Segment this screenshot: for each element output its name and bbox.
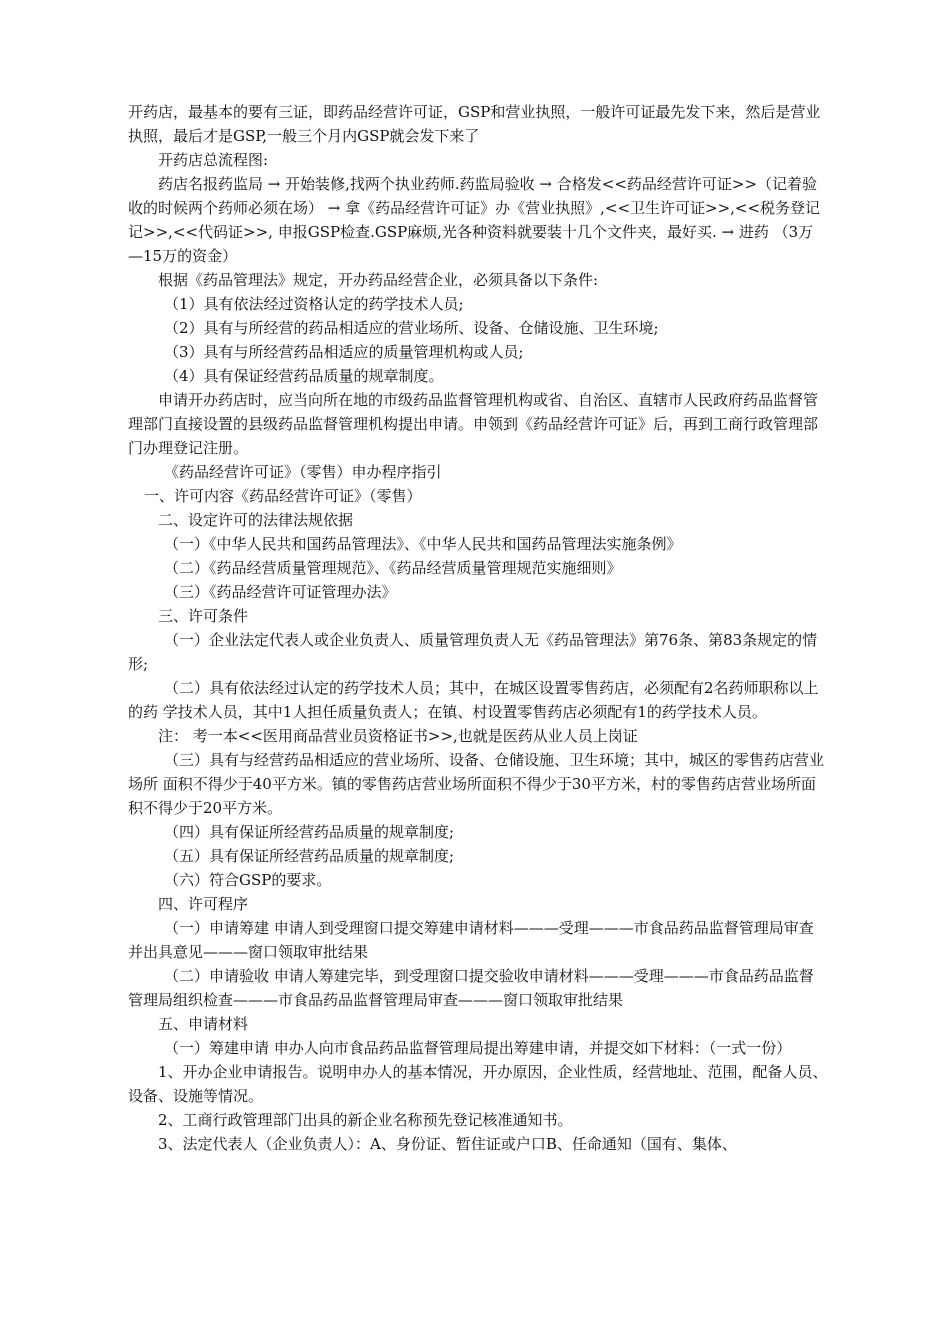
paragraph-three-certificates: 开药店，最基本的要有三证，即药品经营许可证，GSP和营业执照，一般许可证最先发下来，然后是营业执照，最后才是GSP,一般三个月内GSP就会发下来了	[128, 103, 821, 145]
paragraph-flowchart-heading: 开药店总流程图:	[158, 151, 269, 169]
condition-item-2: （2）具有与所经营的药品相适应的营业场所、设备、仓储设施、卫生环境;	[164, 319, 659, 337]
permit-condition-2: （二）具有依法经过认定的药学技术人员；其中，在城区设置零售药店，必须配有2名药师职称以上的药 学技术人员，其中1人担任质量负责人；在镇、村设置零售药店必须配有1的药学技术人员。	[128, 679, 819, 721]
legal-basis-item-2: （二）《药品经营质量管理规范》、《药品经营质量管理规范实施细则》	[164, 559, 622, 577]
paragraph-application-authority: 申请开办药店时，应当向所在地的市级药品监督管理机构或省、自治区、直辖市人民政府药品监督管理部门直接设置的县级药品监督管理机构提出申请。申领到《药品经营许可证》后，再到工商行政管理部门办理登记注册。	[128, 391, 819, 457]
section-heading-1: 一、许可内容《药品经营许可证》（零售）	[144, 487, 422, 505]
legal-basis-item-3: （三）《药品经营许可证管理办法》	[164, 583, 397, 601]
condition-item-3: （3）具有与所经营药品相适应的质量管理机构或人员;	[164, 343, 524, 361]
materials-item-1: 1、开办企业申请报告。说明申办人的基本情况，开办原因，企业性质，经营地址、范围，配备人员、设备、设施等情况。	[128, 1063, 828, 1105]
permit-condition-1: （一）企业法定代表人或企业负责人、质量管理负责人无《药品管理法》第76条、第83条规定的情形;	[128, 631, 818, 673]
legal-basis-item-1: （一）《中华人民共和国药品管理法》、《中华人民共和国药品管理法实施条例》	[164, 535, 682, 553]
section-heading-3: 三、许可条件	[158, 607, 249, 625]
materials-item-3: 3、法定代表人（企业负责人）：A、身份证、暂住证或户口B、任命通知（国有、集体、	[158, 1135, 737, 1153]
paragraph-flowchart-steps: 药店名报药监局 → 开始装修,找两个执业药师.药监局验收 → 合格发<<药品经营许可证>>（记着验收的时候两个药师必须在场） → 拿《药品经营许可证》办《营业执照》,<<卫生许可证>>,<<税务登记记>>,<<代码证>>, 申报GSP检查.GSP麻烦,光各种资料就要装十几个文件夹，最好买. → 进药 （3万—15万的资金）	[128, 175, 821, 265]
procedure-step-1: （一）申请筹建 申请人到受理窗口提交筹建申请材料———受理———市食品药品监督管理局审查并出具意见———窗口领取审批结果	[128, 919, 814, 961]
permit-condition-4: （四）具有保证所经营药品质量的规章制度;	[164, 823, 455, 841]
permit-condition-3: （三）具有与经营药品相适应的营业场所、设备、仓储设施、卫生环境；其中，城区的零售药店营业场所 面积不得少于40平方米。镇的零售药店营业场所面积不得少于30平方米，村的零售药店营业场所面 积不得少于20平方米。	[128, 751, 825, 817]
document-body	[128, 100, 828, 1156]
section-heading-4: 四、许可程序	[158, 895, 249, 913]
paragraph-law-conditions: 根据《药品管理法》规定，开办药品经营企业，必须具备以下条件:	[158, 271, 599, 289]
condition-item-1: （1）具有依法经过资格认定的药学技术人员;	[164, 295, 464, 313]
section-title-procedure-guide: 《药品经营许可证》（零售）申办程序指引	[164, 463, 442, 481]
materials-item-2: 2、工商行政管理部门出具的新企业名称预先登记核准通知书。	[158, 1111, 573, 1129]
procedure-step-2: （二）申请验收 申请人筹建完毕，到受理窗口提交验收申请材料———受理———市食品药品监督管理局组织检查———市食品药品监督管理局审查———窗口领取审批结果	[128, 967, 814, 1009]
note-certificate: 注： 考一本<<医用商品营业员资格证书>>,也就是医药从业人员上岗证	[158, 727, 638, 745]
permit-condition-5: （五）具有保证所经营药品质量的规章制度;	[164, 847, 455, 865]
section-heading-2: 二、设定许可的法律法规依据	[158, 511, 354, 529]
condition-item-4: （4）具有保证经营药品质量的规章制度。	[164, 367, 444, 385]
materials-intro: （一）筹建申请 申办人向市食品药品监督管理局提出筹建申请，并提交如下材料：（一式一份）	[164, 1039, 792, 1057]
permit-condition-6: （六）符合GSP的要求。	[164, 871, 332, 889]
section-heading-5: 五、申请材料	[158, 1015, 249, 1033]
